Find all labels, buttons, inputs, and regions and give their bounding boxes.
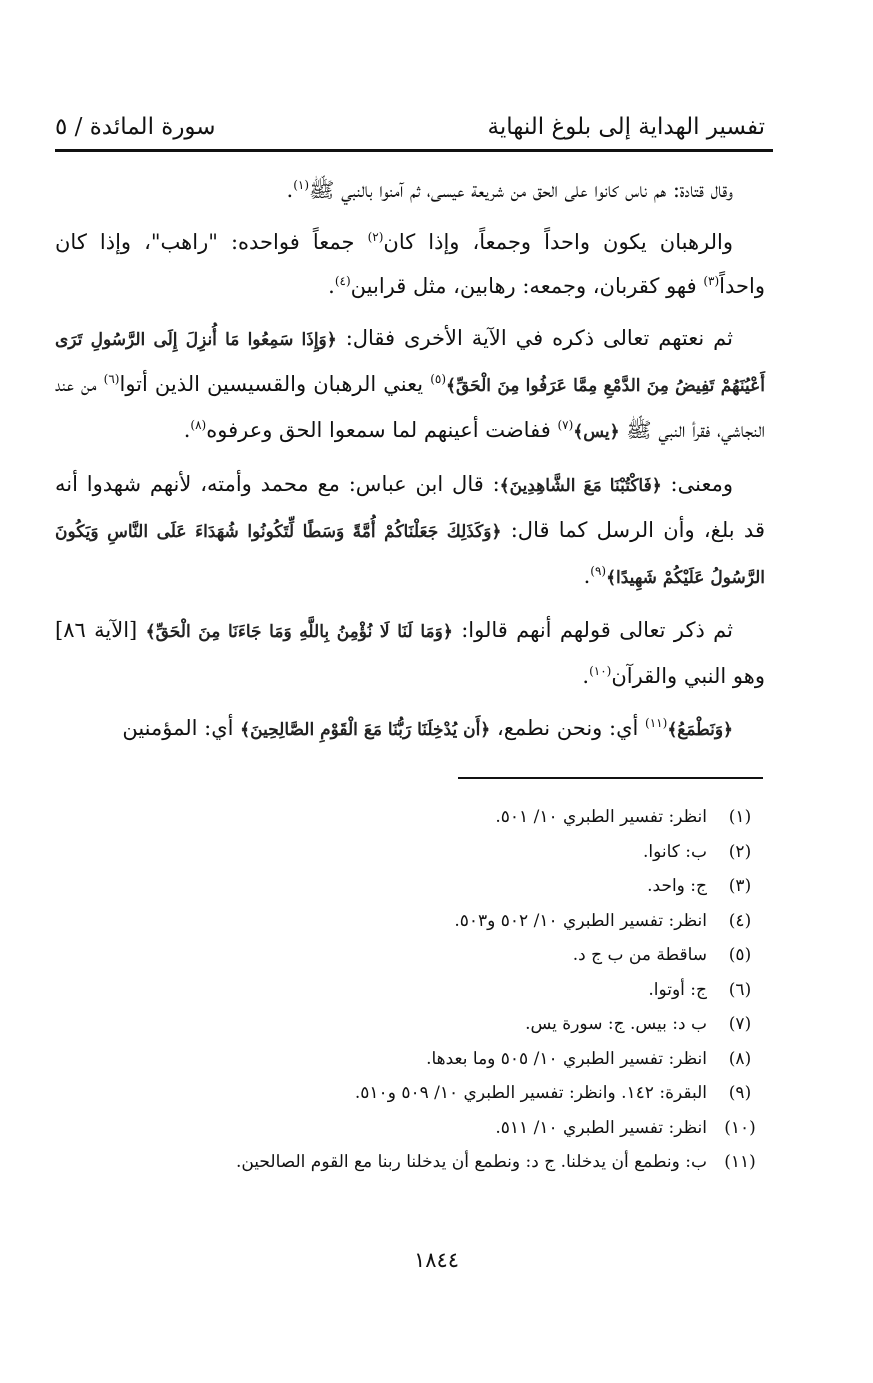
- footnote-ref[interactable]: (٧): [557, 418, 574, 432]
- footnote-text: ب: كانوا.: [642, 841, 707, 862]
- footnote-item: [60, 904, 763, 939]
- footnote-ref[interactable]: (٢): [367, 230, 384, 244]
- footnote-number: (٧): [728, 1014, 752, 1034]
- paragraph-1: [55, 168, 765, 212]
- footnote-item: [60, 869, 763, 904]
- book-title: تفسير الهداية إلى بلوغ النهاية: [487, 114, 765, 140]
- paragraph-4: [55, 462, 765, 600]
- footnote-number: (٤): [728, 910, 752, 931]
- footnote-number: (٨): [728, 1048, 752, 1069]
- footnote-number: (١٠): [724, 1117, 756, 1138]
- footnote-item: [60, 1076, 763, 1111]
- text: ثم نعتهم تعالى ذكره في الآية الأخرى فقال:: [345, 326, 733, 350]
- footnote-text: انظر: تفسير الطبري ١٠/ ٥٠١.: [495, 807, 707, 827]
- footnote-item: [60, 1145, 763, 1180]
- running-header: [55, 108, 765, 146]
- footnote-ref[interactable]: (١٠): [589, 664, 612, 678]
- text: أي: ونحن نطمع،: [496, 716, 639, 740]
- punct: .: [286, 178, 294, 202]
- quran-verse: ﴿فَاكْتُبْنَا مَعَ الشَّاهِدِينَ﴾: [499, 476, 662, 496]
- surah-label: سورة المائدة / ٥: [55, 114, 216, 140]
- footnote-text: ب د: بيس. ج: سورة يس.: [525, 1014, 707, 1034]
- quran-verse: ﴿أَن يُدْخِلَنَا رَبُّنَا مَعَ الْقَوْمِ الصَّالِحِينَ﴾: [240, 720, 491, 740]
- quran-verse: ﴿يس﴾: [573, 422, 620, 442]
- footnote-number: (٢): [728, 841, 752, 862]
- text: ومعنى:: [670, 472, 733, 496]
- footnote-number: (٣): [728, 876, 752, 896]
- footnote-item: [60, 1042, 763, 1077]
- quran-verse: ﴿وَنَطْمَعُ﴾: [667, 720, 733, 740]
- footnote-number: (٩): [728, 1083, 752, 1103]
- text: ثم ذكر تعالى قولهم أنهم قالوا:: [461, 618, 733, 642]
- footnote-item: [60, 1111, 763, 1146]
- text: وقال قتادة: هم ناس كانوا على الحق من شريعة عيسى، ثم آمنوا بالنبي ﷺ: [309, 178, 733, 202]
- punct: .: [583, 564, 591, 588]
- footnote-number: (٥): [728, 945, 752, 965]
- paragraph-3: [55, 316, 765, 454]
- footnote-ref[interactable]: (٦): [103, 372, 120, 386]
- quran-verse: ﴿وَإِذَا سَمِعُوا مَا أُنزِلَ إِلَى الرَّسُولِ تَرَى أَعْيُنَهُمْ تَفِيضُ مِنَ الدَّمْعِ مِمَّا عَرَفُوا مِنَ الْحَقِّ﴾: [55, 330, 765, 396]
- punct: .: [183, 418, 191, 442]
- footnote-ref[interactable]: (٣): [703, 274, 720, 288]
- footnote-item: [60, 800, 763, 835]
- footnote-text: ج: واحد.: [647, 876, 707, 896]
- text: : قال ابن عباس: مع محمد وأمته، لأنهم شهدوا أنه قد بلغ، وأن الرسل كما قال:: [55, 472, 765, 542]
- paragraph-5: [55, 608, 765, 698]
- quran-verse: ﴿وَمَا لَنَا لَا نُؤْمِنُ بِاللَّهِ وَمَا جَاءَنَا مِنَ الْحَقِّ﴾: [145, 622, 453, 642]
- footnote-text: البقرة: ١٤٢. وانظر: تفسير الطبري ١٠/ ٥٠٩ و٥١٠.: [354, 1083, 707, 1103]
- text: والرهبان يكون واحداً وجمعاً، وإذا كان: [383, 230, 733, 254]
- punct: .: [328, 274, 335, 298]
- text: يعني الرهبان والقسيسين الذين أتوا: [119, 372, 424, 396]
- footnote-ref[interactable]: (٩): [590, 564, 607, 578]
- footnote-item: [60, 973, 763, 1008]
- footnote-text: انظر: تفسير الطبري ١٠/ ٥٠٥ وما بعدها.: [426, 1048, 707, 1069]
- footnote-ref[interactable]: (٤): [334, 274, 351, 288]
- footnote-number: (١): [728, 807, 752, 827]
- footnote-ref[interactable]: (٥): [430, 372, 447, 386]
- text: فهو كقربان، وجمعه: رهابين، مثل قرابين: [350, 274, 697, 298]
- footnote-text: ساقطة من ب ج د.: [572, 945, 707, 965]
- punct: .: [582, 664, 590, 688]
- text: أي: المؤمنين: [122, 716, 234, 740]
- paragraph-2: [55, 220, 765, 308]
- main-text: [55, 168, 765, 752]
- header-divider: [55, 149, 773, 152]
- footnote-ref[interactable]: (١): [293, 178, 310, 192]
- footnote-item: [60, 1007, 763, 1042]
- footnote-text: ج: أوتوا.: [648, 979, 707, 1000]
- footnote-divider: [458, 777, 763, 779]
- text: ففاضت أعينهم لما سمعوا الحق وعرفوه: [206, 418, 551, 442]
- footnote-text: انظر: تفسير الطبري ١٠/ ٥١١.: [495, 1117, 707, 1138]
- footnote-text: ب: ونطمع أن يدخلنا. ج د: ونطمع أن يدخلنا ربنا مع القوم الصالحين.: [235, 1152, 707, 1172]
- quran-verse: ﴿وَكَذَلِكَ جَعَلْنَاكُمْ أُمَّةً وَسَطًا لِّتَكُونُوا شُهَدَاءَ عَلَى النَّاسِ وَيَكُونَ الرَّسُولُ عَلَيْكُمْ شَهِيدًا﴾: [55, 522, 765, 588]
- page-number: ١٨٤٤: [413, 1248, 460, 1272]
- text: [الآية ٨٦] وهو النبي والقرآن: [55, 618, 765, 688]
- footnote-number: (٦): [728, 979, 752, 1000]
- text: من عند النجاشي، فقرأ النبي ﷺ: [55, 372, 765, 442]
- footnote-ref[interactable]: (٨): [190, 418, 207, 432]
- footnote-ref[interactable]: (١١): [645, 716, 668, 730]
- text: جمعاً فواحده: "راهب"، وإذا كان واحداً: [55, 230, 765, 298]
- footnote-text: انظر: تفسير الطبري ١٠/ ٥٠٢ و٥٠٣.: [454, 910, 707, 931]
- footnote-number: (١١): [724, 1152, 756, 1172]
- footnote-item: [60, 835, 763, 870]
- paragraph-6: [55, 706, 765, 752]
- footnotes-list: [60, 800, 763, 1180]
- footnote-item: [60, 938, 763, 973]
